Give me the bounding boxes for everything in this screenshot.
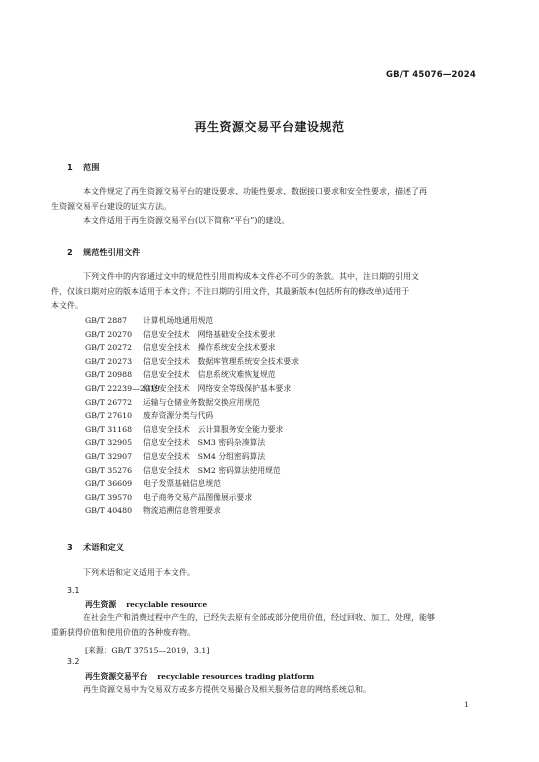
reference-title: 物流追溯信息管理要求 [143, 506, 221, 516]
reference-item [85, 382, 299, 396]
reference-title: 电子发票基础信息规范 [143, 479, 221, 489]
reference-item [85, 477, 299, 491]
page-number: 1 [464, 700, 469, 709]
reference-code: GB/T 2887 [85, 316, 128, 325]
reference-item [85, 328, 299, 342]
reference-item [85, 396, 299, 410]
section-heading-normative-refs [67, 247, 140, 258]
section-title: 范围 [83, 162, 100, 172]
reference-title: 信息安全技术 SM2 密码算法使用规范 [143, 465, 281, 475]
term-number: 3.1 [67, 586, 80, 595]
reference-title: 信息安全技术 操作系统安全技术要求 [143, 343, 276, 353]
reference-item [85, 423, 299, 437]
section-number: 1 [67, 162, 73, 172]
reference-code: GB/T 36609 [85, 479, 133, 489]
reference-code: GB/T 20988 [85, 370, 133, 380]
text-line: 生资源交易平台建设的证实方法。 [51, 201, 171, 211]
reference-code: GB/T 22239—2019 [85, 383, 160, 393]
reference-code: GB/T 26772 [85, 397, 133, 407]
reference-code: GB/T 20270 [85, 329, 133, 339]
reference-title: 信息安全技术 数据库管理系统安全技术要求 [143, 356, 299, 366]
reference-title: 废弃资源分类与代码 [143, 411, 214, 421]
reference-item [85, 436, 299, 450]
term-definition [51, 611, 473, 640]
reference-item [85, 314, 299, 328]
reference-title: 信息安全技术 SM4 分组密码算法 [143, 451, 266, 461]
reference-title: 信息安全技术 信息系统灾难恢复规范 [143, 370, 276, 380]
document-code: GB/T 45076—2024 [385, 70, 476, 80]
reference-item [85, 368, 299, 382]
reference-item [85, 355, 299, 369]
section-number: 3 [67, 542, 73, 552]
reference-code: GB/T 20272 [85, 343, 133, 353]
term-name-zh: 再生资源 [85, 600, 117, 609]
reference-item [85, 504, 299, 518]
term-name-en: recyclable resource [126, 600, 208, 609]
reference-list [85, 314, 299, 518]
text-line: 重新获得价值和使用价值的各种废弃物。 [51, 627, 195, 637]
term-name [85, 599, 207, 610]
reference-item [85, 450, 299, 464]
reference-title: 运输与仓储业务数据交换应用规范 [143, 397, 260, 407]
reference-title: 信息安全技术 网络基础安全技术要求 [143, 329, 276, 339]
reference-code: GB/T 39570 [85, 492, 133, 502]
reference-title: 电子商务交易产品图像展示要求 [143, 492, 253, 502]
text-line: 在社会生产和消费过程中产生的，已经失去原有全部或部分使用价值，经过回收、加工、处理，能够 [83, 613, 435, 622]
reference-code: GB/T 32907 [85, 451, 133, 461]
reference-code: GB/T 20273 [85, 356, 133, 366]
reference-title: 计算机场地通用规范 [143, 316, 214, 325]
reference-title: 信息安全技术 网络安全等级保护基本要求 [143, 383, 292, 393]
term-name-en: recyclable resources trading platform [157, 672, 315, 681]
scope-paragraph-2: 本文件适用于再生资源交易平台(以下简称“平台”)的建设。 [83, 216, 290, 225]
text-line: 件，仅该日期对应的版本适用于本文件；不注日期的引用文件，其最新版本(包括所有的修改单)适用于 [51, 286, 410, 296]
normative-refs-intro [51, 270, 473, 314]
text-line: 本文件。 [51, 301, 83, 310]
section-number: 2 [67, 247, 73, 257]
reference-item [85, 341, 299, 355]
term-definition: 再生资源交易中为交易双方或多方提供交易撮合及相关服务信息的网络系统总和。 [83, 685, 371, 694]
section-title: 术语和定义 [83, 542, 124, 552]
section-heading-terms [67, 542, 124, 553]
reference-code: GB/T 27610 [85, 411, 133, 421]
term-name-zh: 再生资源交易平台 [85, 672, 148, 681]
reference-code: GB/T 35276 [85, 465, 133, 475]
text-line: 本文件规定了再生资源交易平台的建设要求、功能性要求、数据接口要求和安全性要求，描述了再 [83, 187, 427, 196]
reference-item [85, 409, 299, 423]
section-heading-scope [67, 162, 99, 173]
scope-paragraph-1 [51, 185, 473, 214]
reference-item [85, 491, 299, 505]
reference-code: GB/T 40480 [85, 506, 133, 516]
reference-code: GB/T 31168 [85, 424, 133, 434]
term-name [85, 671, 314, 682]
terms-intro: 下列术语和定义适用于本文件。 [83, 568, 195, 577]
reference-title: 信息安全技术 云计算服务安全能力要求 [143, 424, 284, 434]
reference-code: GB/T 32905 [85, 438, 133, 448]
section-title: 规范性引用文件 [83, 247, 141, 257]
term-source: [来源：GB/T 37515—2019，3.1] [85, 646, 210, 655]
text-line: 下列文件中的内容通过文中的规范性引用而构成本文件必不可少的条款。其中，注日期的引用文 [83, 272, 419, 281]
reference-title: 信息安全技术 SM3 密码杂凑算法 [143, 438, 266, 448]
reference-item [85, 464, 299, 478]
term-number: 3.2 [67, 657, 80, 666]
document-title: 再生资源交易平台建设规范 [194, 120, 345, 134]
